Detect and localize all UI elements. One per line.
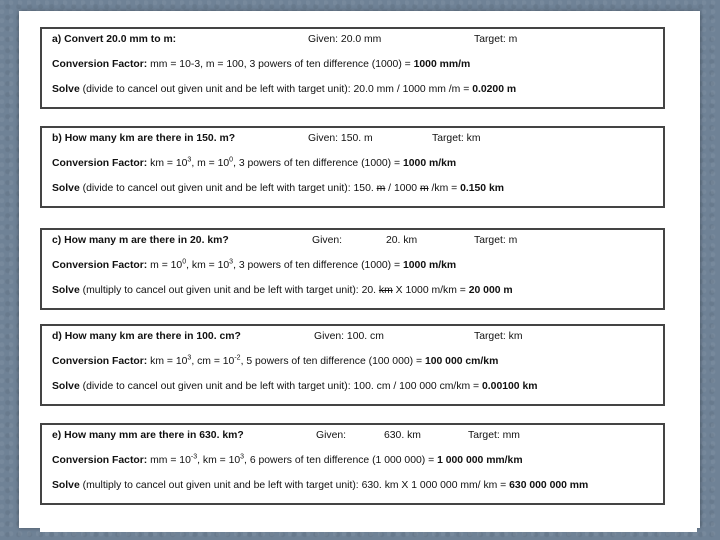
problem-e-target: Target: mm [468, 430, 520, 441]
problem-c-given-value: 20. km [386, 235, 418, 246]
problem-e-box [40, 423, 665, 505]
problem-d-conversion: Conversion Factor: km = $10^3$, cm = $10^{-2}$, 5 powers of ten difference (100 000) = 100 000 cm/km [52, 354, 499, 367]
problem-e-given-value: 630. km [384, 430, 421, 441]
problem-d-given: Given: 100. cm [314, 331, 384, 342]
problem-a-box [40, 27, 665, 109]
problem-e-conversion: Conversion Factor: mm = $10^{-3}$, km = $10^3$, 6 powers of ten difference (1 000 000) = 1 000 000 mm/km [52, 453, 523, 466]
problem-e-question: e) How many mm are there in 630. km? [52, 430, 244, 441]
problem-a-conversion: Conversion Factor: mm = 10-3, m = 100, 3 powers of ten difference (1000) = 1000 mm/m [52, 59, 471, 70]
problem-a-given: Given: 20.0 mm [308, 34, 382, 45]
worksheet [40, 27, 697, 532]
problem-d-solve: Solve (divide to cancel out given unit and be left with target unit): 100. cm / 100 000 cm/km = 0.00100 km [52, 381, 538, 392]
problem-e-given: Given: [316, 430, 347, 441]
problem-d-target: Target: km [474, 331, 523, 342]
problem-c-box [40, 228, 665, 310]
problem-d-question: d) How many km are there in 100. cm? [52, 331, 241, 342]
problem-b-given: Given: 150. m [308, 133, 373, 144]
problem-a-question: a) Convert 20.0 mm to m: [52, 34, 177, 45]
problem-b-box [40, 126, 665, 208]
problem-a-solve: Solve (divide to cancel out given unit and be left with target unit): 20.0 mm / 1000 mm /m = 0.0200 m [52, 84, 517, 95]
problem-c-conversion: Conversion Factor: $m = 10^0$, km = $10^3$, 3 powers of ten difference (1000) = 1000 m/km [52, 258, 457, 271]
problem-e-solve: Solve (multiply to cancel out given unit and be left with target unit): 630. km X 1 000 000 mm/ km = 630 000 000 mm [52, 480, 589, 491]
problem-c-question: c) How many m are there in 20. km? [52, 235, 229, 246]
problem-c-target: Target: m [474, 235, 518, 246]
problem-b-question: b) How many km are there in 150. m? [52, 133, 236, 144]
problem-c-given: Given: [312, 235, 343, 246]
problem-b-conversion: Conversion Factor: km = $10^3$, $m = 10^0$, 3 powers of ten difference (1000) = 1000 m/km [52, 156, 457, 169]
problem-c-solve: Solve (multiply to cancel out given unit and be left with target unit): 20. km X 1000 m/km = 20 000 m [52, 285, 513, 296]
slide [19, 11, 700, 528]
problem-a-target: Target: m [474, 34, 518, 45]
problem-b-solve: Solve (divide to cancel out given unit and be left with target unit): 150. m / 1000 m /km = 0.150 km [52, 183, 504, 194]
problem-b-target: Target: km [432, 133, 481, 144]
problem-d-box [40, 324, 665, 406]
